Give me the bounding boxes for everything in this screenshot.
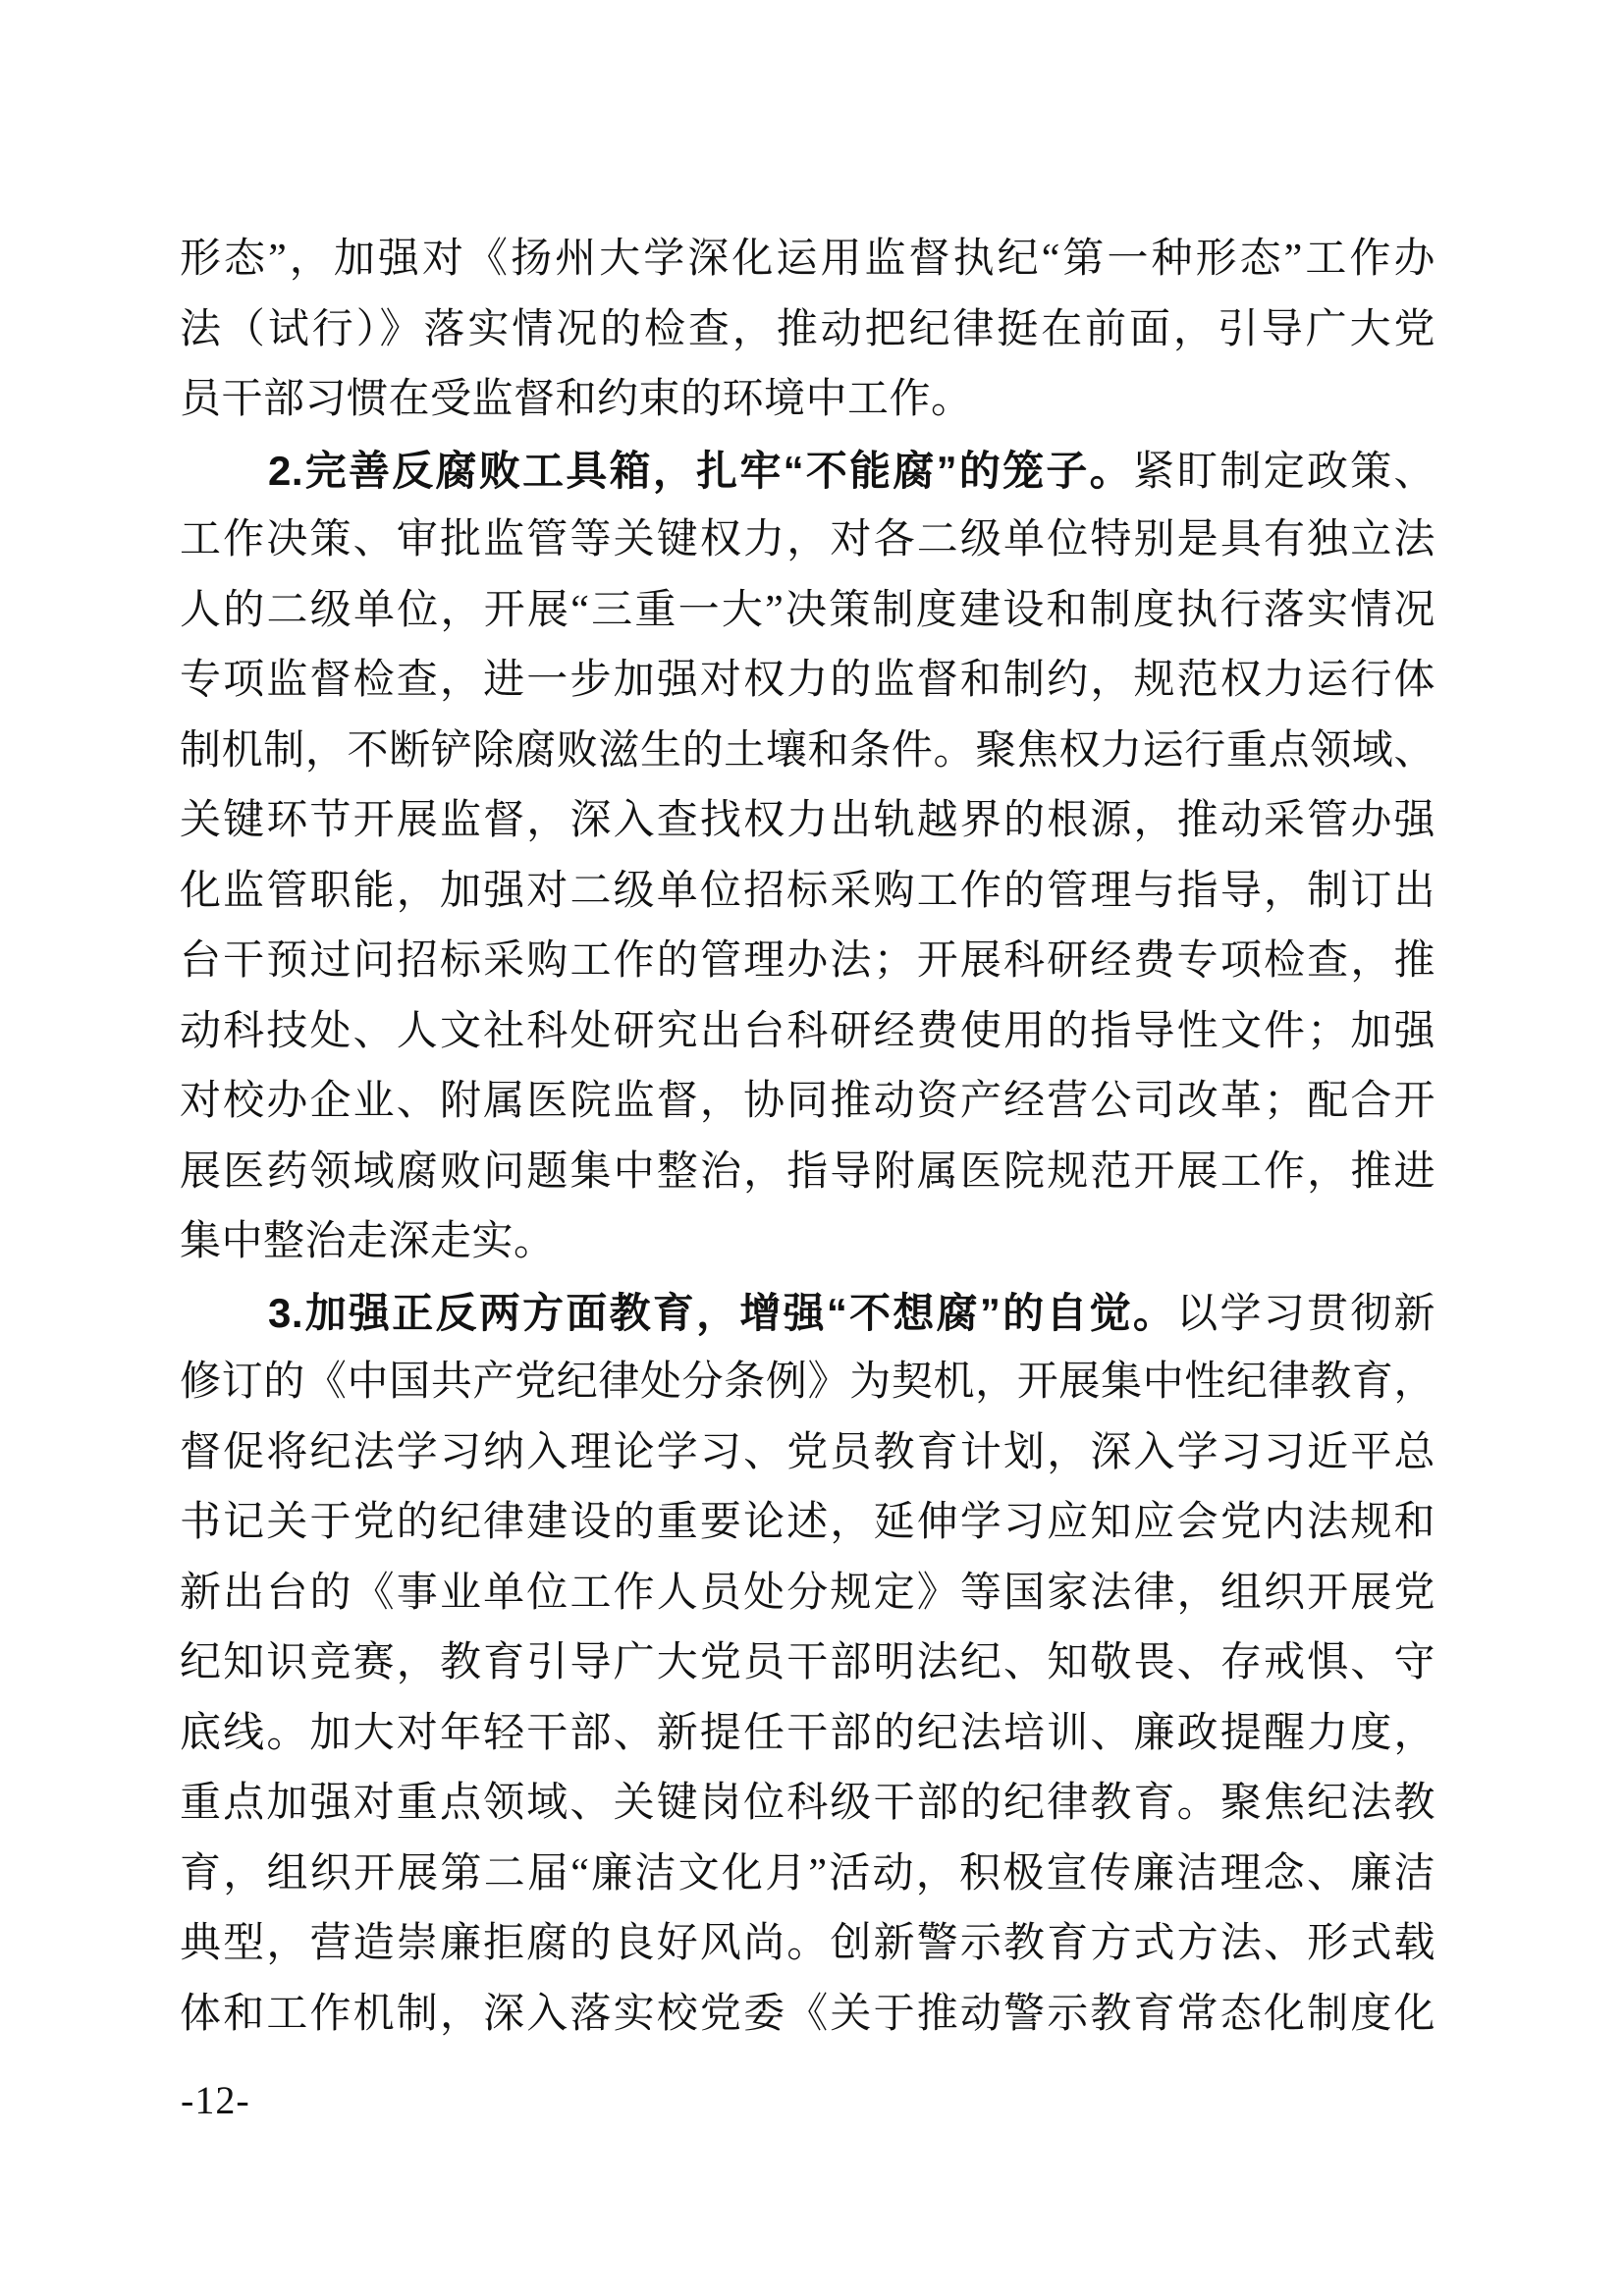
text-segment: 集中整治走深走实。 <box>180 1219 556 1264</box>
text-segment: 关键环节开展监督，深入查找权力出轨越界的根源，推动采管办强 <box>180 798 1435 843</box>
text-segment: 修订的《中国共产党纪律处分条例》为契机，开展集中性纪律教育， <box>180 1360 1435 1405</box>
text-segment: 书记关于党的纪律建设的重要论述，延伸学习应知应会党内法规和 <box>180 1500 1435 1545</box>
text-segment: 专项监督检查，进一步加强对权力的监督和制约，规范权力运行体 <box>180 658 1435 703</box>
text-segment: 台干预过问招标采购工作的管理办法；开展科研经费专项检查，推 <box>180 938 1435 984</box>
text-line <box>180 717 1435 787</box>
text-segment: 以学习贯彻新 <box>1176 1291 1435 1337</box>
text-line <box>180 436 1435 507</box>
paragraph-lead-bold: 3.加强正反两方面教育，增强“不想腐”的自觉。 <box>268 1289 1177 1336</box>
text-line <box>180 1488 1435 1559</box>
text-segment: 纪知识竞赛，教育引导广大党员干部明法纪、知敬畏、存戒惧、守 <box>180 1640 1435 1685</box>
text-line <box>180 225 1435 295</box>
text-line <box>180 1067 1435 1138</box>
text-segment: 督促将纪法学习纳入理论学习、党员教育计划，深入学习习近平总 <box>180 1429 1435 1475</box>
text-line <box>180 295 1435 366</box>
text-line <box>180 857 1435 928</box>
text-line <box>180 506 1435 576</box>
text-line <box>180 997 1435 1068</box>
text-segment: 形态”，加强对《扬州大学深化运用监督执纪“第一种形态”工作办 <box>180 237 1435 282</box>
text-line <box>180 1980 1435 2051</box>
text-segment: 展医药领域腐败问题集中整治，指导附属医院规范开展工作，推进 <box>180 1148 1435 1195</box>
text-segment: 对校办企业、附属医院监督，协同推动资产经营公司改革；配合开 <box>180 1079 1435 1124</box>
text-segment: 动科技处、人文社科处研究出台科研经费使用的指导性文件；加强 <box>180 1008 1435 1054</box>
text-segment: 典型，营造崇廉拒腐的良好风尚。创新警示教育方式方法、形式载 <box>180 1921 1435 1966</box>
text-segment: 法（试行）》落实情况的检查，推动把纪律挺在前面，引导广大党 <box>180 306 1435 352</box>
text-line <box>180 365 1435 436</box>
text-segment: 紧盯制定政策、 <box>1132 449 1435 495</box>
text-segment: 新出台的《事业单位工作人员处分规定》等国家法律，组织开展党 <box>180 1570 1435 1616</box>
text-line <box>180 1769 1435 1840</box>
text-segment: 重点加强对重点领域、关键岗位科级干部的纪律教育。聚焦纪法教 <box>180 1781 1435 1826</box>
text-line <box>180 1138 1435 1208</box>
text-segment: 化监管职能，加强对二级单位招标采购工作的管理与指导，制订出 <box>180 868 1435 914</box>
text-segment: 育，组织开展第二届“廉洁文化月”活动，积极宣传廉洁理念、廉洁 <box>180 1850 1435 1896</box>
page-number: -12- <box>181 2078 250 2122</box>
paragraph-lead-bold: 2.完善反腐败工具箱，扎牢“不能腐”的笼子。 <box>268 447 1133 494</box>
text-line <box>180 1207 1435 1278</box>
document-body <box>180 225 1435 2050</box>
text-line <box>180 1348 1435 1418</box>
text-line <box>180 1418 1435 1489</box>
text-line <box>180 1278 1435 1349</box>
text-line <box>180 1699 1435 1770</box>
text-segment: 人的二级单位，开展“三重一大”决策制度建设和制度执行落实情况 <box>180 587 1435 633</box>
text-line <box>180 786 1435 857</box>
text-segment: 员干部习惯在受监督和约束的环境中工作。 <box>180 377 973 422</box>
text-line <box>180 1840 1435 1910</box>
text-line <box>180 927 1435 997</box>
text-segment: 工作决策、审批监管等关键权力，对各二级单位特别是具有独立法 <box>180 517 1435 562</box>
text-line <box>180 1909 1435 1980</box>
text-line <box>180 646 1435 717</box>
text-segment: 体和工作机制，深入落实校党委《关于推动警示教育常态化制度化 <box>180 1991 1435 2037</box>
text-segment: 底线。加大对年轻干部、新提任干部的纪法培训、廉政提醒力度， <box>180 1710 1435 1756</box>
text-line <box>180 576 1435 647</box>
text-segment: 制机制，不断铲除腐败滋生的土壤和条件。聚焦权力运行重点领域、 <box>180 727 1435 774</box>
text-line <box>180 1629 1435 1699</box>
text-line <box>180 1559 1435 1629</box>
